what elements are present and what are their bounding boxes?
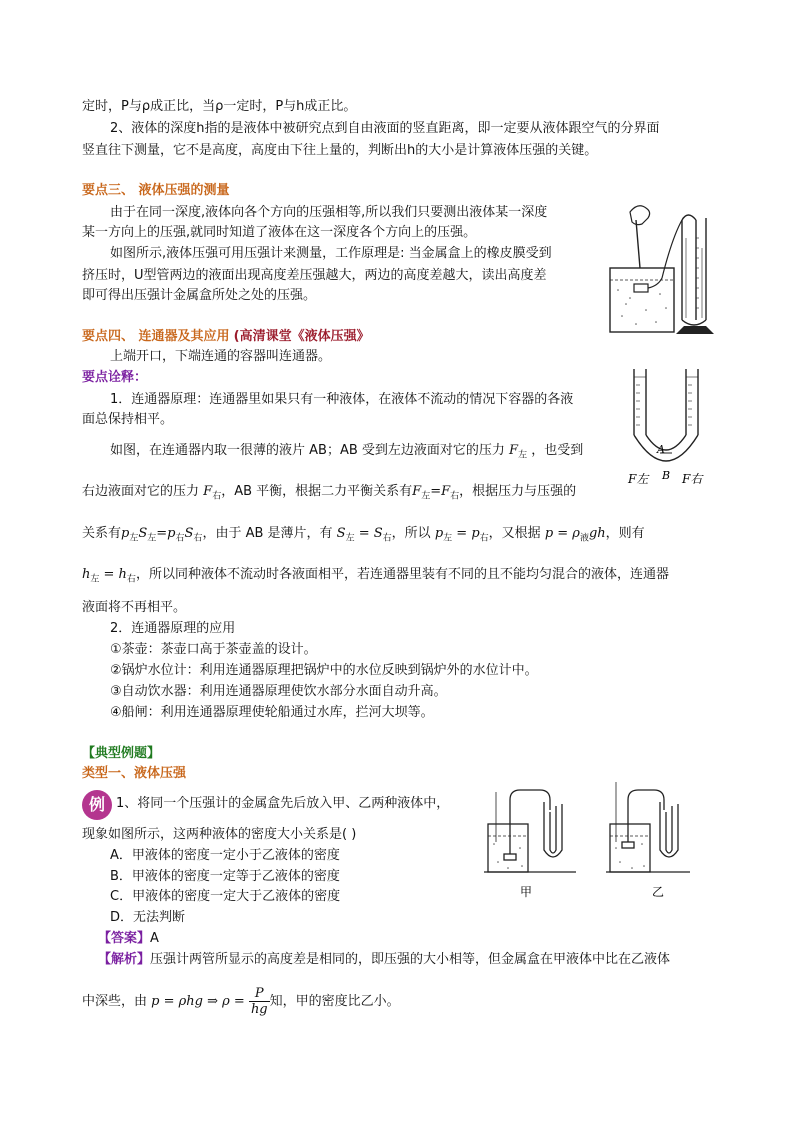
section-heading: 要点四、 连通器及其应用 — [82, 329, 230, 344]
formula-rho-derivation: p = ρhg ⇒ ρ = — [151, 994, 249, 1009]
text-line: 竖直往下测量，它不是高度，高度由下往上量的，判断出h的大小是计算液体压强的关键。 — [82, 143, 598, 158]
pressure-gauge-figure — [600, 198, 716, 338]
text-line: 关系有$p_左S_左=p_右S_右$，由于 AB 是薄片，有 $S_左 = S_右$，所以 $p_左 = p_右$，又根据 $p = \rho_液gh$，则有 — [82, 526, 645, 544]
text-line: 由于在同一深度,液体向各个方向的压强相等,所以我们只要测出液体某一深度 — [110, 205, 548, 220]
text-line: 1．连通器原理：连通器里如果只有一种液体，在液体不流动的情况下容器的各液 — [110, 392, 574, 407]
label-a: A — [657, 443, 665, 456]
text-line: 挤压时，U型管两边的液面出现高度差压强越大，两边的高度差越大，读出高度差 — [82, 268, 547, 283]
question-line: 1、将同一个压强计的金属盒先后放入甲、乙两种液体中， — [116, 796, 450, 811]
label-jia: 甲 — [520, 885, 533, 899]
formula-p-rho-gh: $p = \rho_液gh$ — [544, 526, 606, 544]
text-line: 右边液面对它的压力 $F_右$，AB 平衡，根据二力平衡关系有$F_左=F_右$，根据压力与压强的 — [82, 484, 577, 502]
formula-s-equal: $S_左 = S_右$ — [336, 526, 392, 544]
option-b: B．甲液体的密度一定等于乙液体的密度 — [110, 869, 340, 884]
formula-f-right: $F_右$ — [203, 484, 222, 502]
analysis-row: 【解析】压强计两管所显示的高度差是相同的，即压强的大小相等，但金属盒在甲液体中比在乙液体 — [98, 952, 671, 967]
answer-row — [98, 929, 159, 949]
example-figure-two-gauges — [484, 782, 694, 902]
explanation-label: 要点诠释： — [82, 370, 148, 385]
text-line: 液面将不再相平。 — [82, 600, 187, 615]
label-yi: 乙 — [652, 885, 665, 899]
label-f-left: F左 — [628, 472, 649, 486]
example-badge: 例 — [82, 790, 112, 820]
text-line: 2．连通器原理的应用 — [110, 621, 236, 636]
text-line: 如图，在连通器内取一很薄的液片 AB；AB 受到左边液面对它的压力 $F_左$ ，也受到 — [110, 443, 584, 461]
option-d: D．无法判断 — [110, 910, 186, 925]
answer-label: 【答案】 — [98, 931, 151, 946]
section-heading: 【典型例题】 — [82, 746, 161, 761]
formula-f-left: $F_左$ — [509, 443, 528, 461]
formula-ps: $p_左S_左=p_右S_右$ — [121, 526, 203, 544]
formula-fraction: $\frac{P}{hg}$ — [250, 986, 268, 1017]
connected-vessel-figure — [624, 365, 716, 490]
text-line: $h_左 = h_右$，所以同种液体不流动时各液面相平，若连通器里装有不同的且不能均匀混合的液体，连通器 — [82, 567, 669, 585]
list-item: ②锅炉水位计：利用连通器原理把锅炉中的水位反映到锅炉外的水位计中。 — [110, 663, 538, 678]
text-line: 上端开口，下端连通的容器叫连通器。 — [110, 349, 332, 364]
option-a: A．甲液体的密度一定小于乙液体的密度 — [110, 848, 340, 863]
label-b: B — [662, 469, 671, 482]
text-line: 定时，P与ρ成正比，当ρ一定时，P与h成正比。 — [82, 99, 357, 114]
text-line: 如图所示,液体压强可用压强计来测量，工作原理是: 当金属盒上的橡皮膜受到 — [110, 246, 552, 261]
option-c: C．甲液体的密度一定大于乙液体的密度 — [110, 889, 341, 904]
formula-force-balance: $F_左=F_右$ — [412, 484, 460, 502]
text-line: 面总保持相平。 — [82, 412, 174, 427]
analysis-row-2: 中深些，由 p = ρhg ⇒ ρ = $\frac{P}{hg}$ 知，甲的密度比乙小。 — [82, 986, 400, 1017]
list-item: ③自动饮水器：利用连通器原理使饮水部分水面自动升高。 — [110, 684, 447, 699]
answer-value: A — [150, 931, 159, 946]
heading-link[interactable]: (高清课堂《液体压强》 — [233, 329, 370, 344]
label-f-right: F右 — [682, 472, 703, 486]
question-line: 现象如图所示，这两种液体的密度大小关系是( ) — [82, 827, 357, 842]
list-item: ④船闸：利用连通器原理使轮船通过水库，拦河大坝等。 — [110, 705, 434, 720]
analysis-label: 【解析】 — [98, 952, 151, 967]
list-item: ①茶壶：茶壶口高于茶壶盖的设计。 — [110, 642, 317, 657]
type-heading: 类型一、液体压强 — [82, 766, 187, 781]
text-line: 2、液体的深度h指的是液体中被研究点到自由液面的竖直距离，即一定要从液体跟空气的分界面 — [110, 121, 660, 136]
formula-p-equal: $p_左 = p_右$ — [434, 526, 489, 544]
text-line: 某一方向上的压强,就同时知道了液体在这一深度各个方向上的压强。 — [82, 225, 477, 240]
section-heading: 要点三、 液体压强的测量 — [82, 183, 230, 198]
section-heading-row — [82, 327, 370, 347]
formula-h-equal: $h_左 = h_右$ — [82, 567, 136, 585]
text-line: 即可得出压强计金属盒所处之处的压强。 — [82, 288, 317, 303]
